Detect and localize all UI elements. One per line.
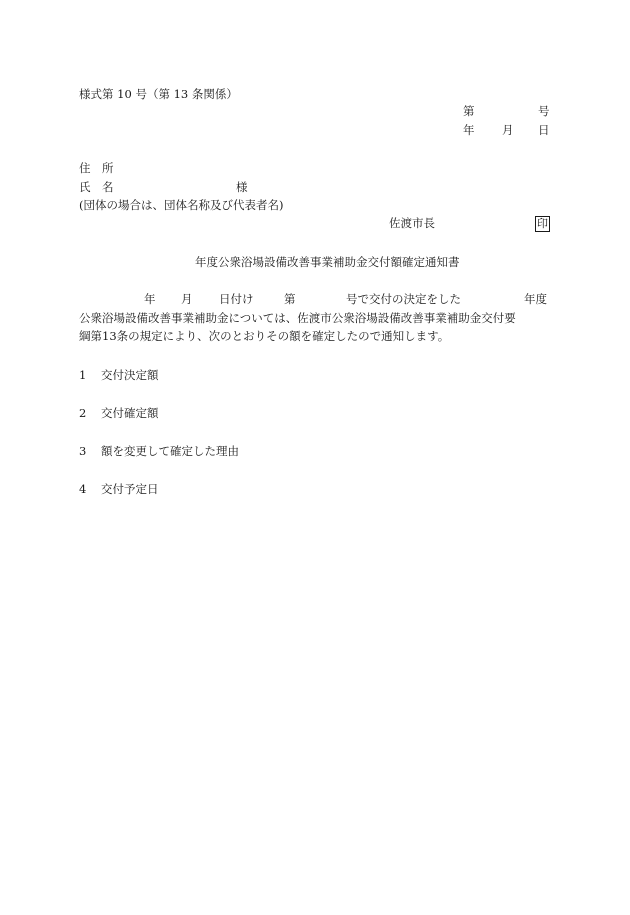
form-label: 様式第 10 号（第 13 条関係） <box>79 87 238 101</box>
item-2-number: 2 <box>79 406 87 420</box>
body-year: 年 <box>144 292 156 306</box>
date-day: 日 <box>538 123 550 137</box>
item-1-number: 1 <box>79 368 87 382</box>
date-month: 月 <box>502 123 514 137</box>
item-4-label: 交付予定日 <box>101 482 159 496</box>
number-suffix: 号 <box>538 104 550 118</box>
issuer-title: 佐渡市長 <box>389 216 435 230</box>
address-label: 住 所 <box>79 161 114 175</box>
number-prefix: 第 <box>463 104 475 118</box>
body-line-2: 公衆浴場設備改善事業補助金については、佐渡市公衆浴場設備改善事業補助金交付要 <box>79 311 516 325</box>
body-line-3: 綱第13条の規定により、次のとおりその額を確定したので通知します。 <box>79 329 450 343</box>
item-3-number: 3 <box>79 444 87 458</box>
body-month: 月 <box>181 292 193 306</box>
name-label: 氏 名 <box>79 180 114 194</box>
body-number-prefix: 第 <box>284 292 296 306</box>
date-year: 年 <box>463 123 475 137</box>
item-3-label: 額を変更して確定した理由 <box>101 444 239 458</box>
item-4-number: 4 <box>79 482 87 496</box>
body-number-suffix: 号で交付の決定をした <box>346 292 461 306</box>
body-dated: 日付け <box>219 292 254 306</box>
issuer-seal <box>535 215 550 232</box>
seal-mark: 印 <box>537 217 548 230</box>
body-fiscal-year: 年度 <box>524 292 547 306</box>
document-title: 年度公衆浴場設備改善事業補助金交付額確定通知書 <box>195 255 460 269</box>
group-note: (団体の場合は、団体名称及び代表者名) <box>79 198 284 212</box>
item-2-label: 交付確定額 <box>101 406 159 420</box>
honorific: 様 <box>236 180 248 194</box>
item-1-label: 交付決定額 <box>101 368 159 382</box>
